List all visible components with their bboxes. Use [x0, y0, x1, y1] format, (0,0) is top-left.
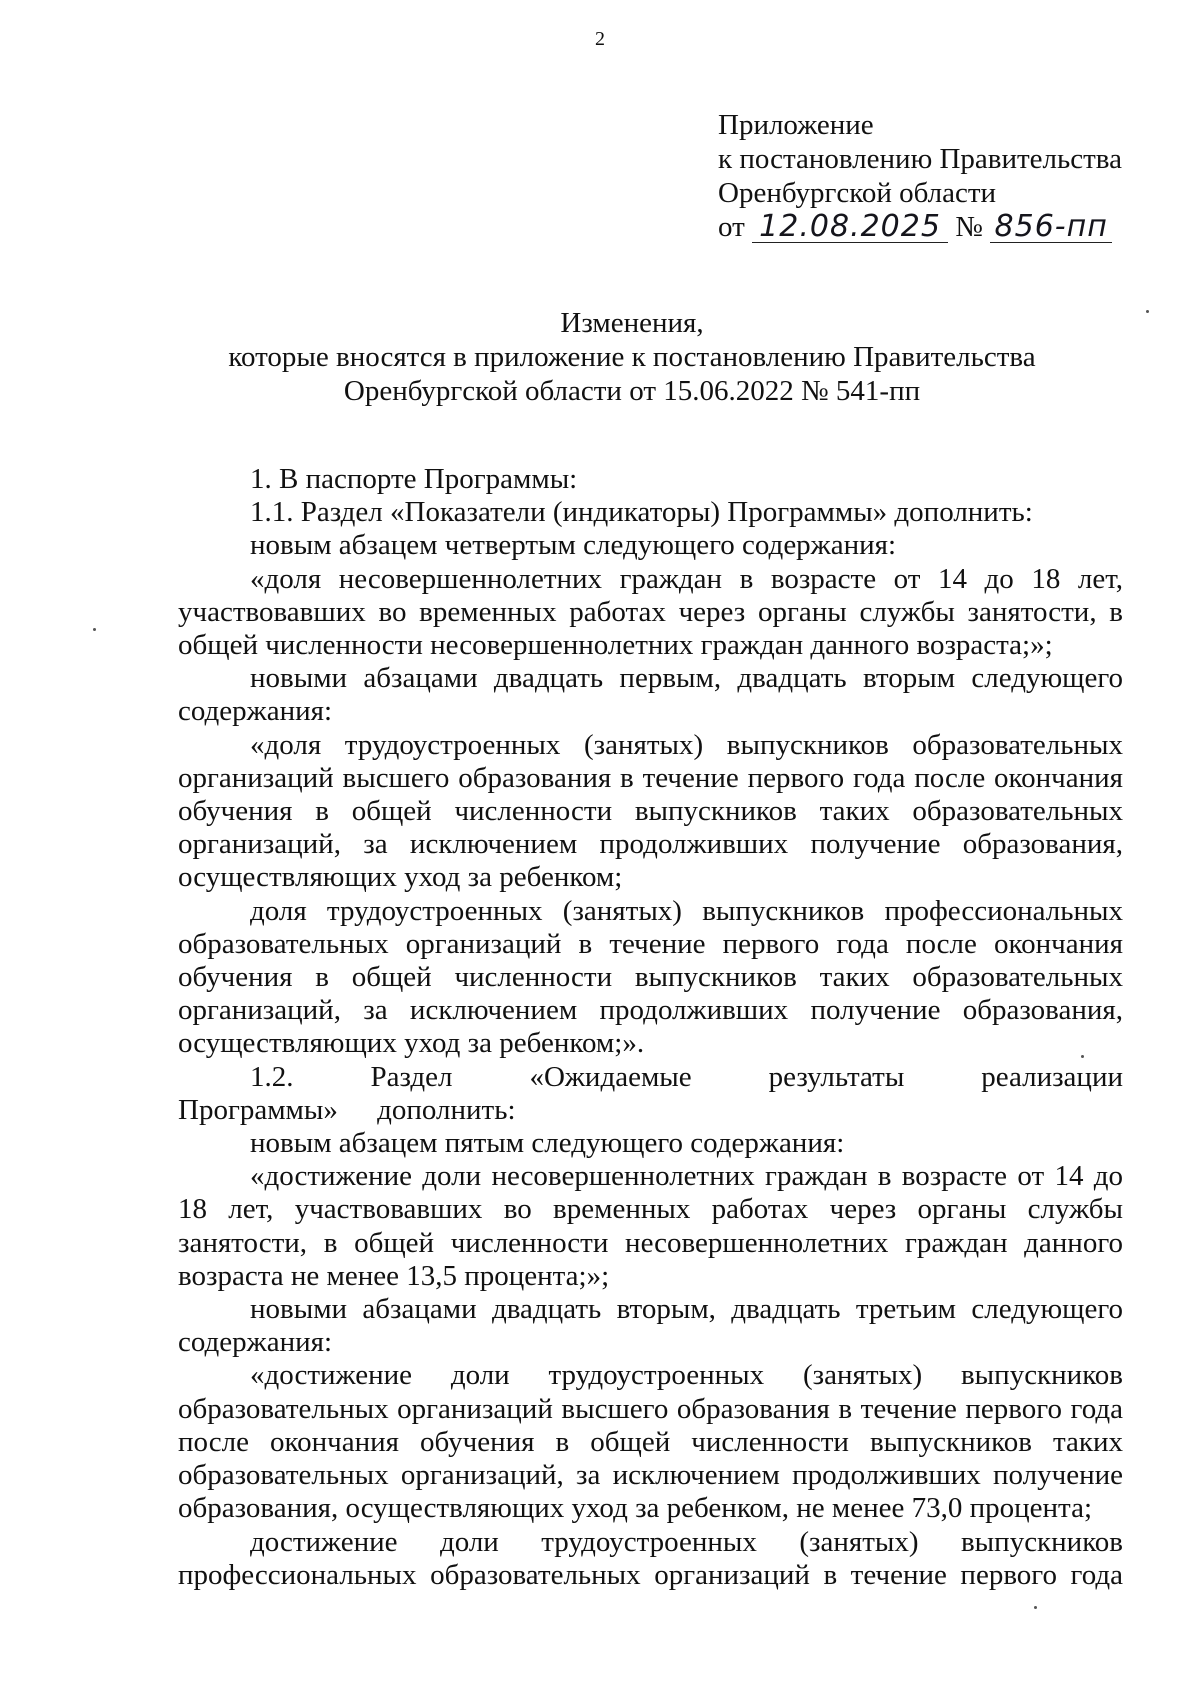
heading-subtitle-line-2: Оренбургской области от 15.06.2022 № 541-пп: [343, 375, 921, 407]
scan-speck: [1146, 310, 1149, 313]
scan-speck: [1034, 1606, 1037, 1609]
document-body: [178, 463, 1123, 1592]
date-prefix: от: [718, 211, 745, 243]
paragraph-new-21-22: новыми абзацами двадцать первым, двадцать вторым следующего содержания:: [178, 662, 1123, 728]
paragraph-quote-achievement-higher-ed: «достижение доли трудоустроенных (занятых) выпускников образовательных организаций высшего образования в течение первого года после окончания обучения в общей численности выпускников таких образовательных организаций, за исключением продолживших получение образования, осуществляющих уход за ребенком, не менее 73,0 процента;: [178, 1359, 1123, 1525]
number-sign: №: [955, 211, 983, 243]
paragraph-quote-minors: «доля несовершеннолетних граждан в возрасте от 14 до 18 лет, участвовавших во временных работах через органы службы занятости, в общей численности несовершеннолетних граждан данного возраста;»;: [178, 562, 1123, 662]
appendix-block: [718, 108, 1122, 244]
document-heading: [160, 306, 1104, 408]
handwritten-number: 856-пп: [990, 212, 1112, 243]
paragraph-new-fifth: новым абзацем пятым следующего содержания:: [250, 1127, 845, 1160]
scan-speck: [93, 628, 96, 631]
paragraph-quote-higher-ed: «доля трудоустроенных (занятых) выпускников образовательных организаций высшего образования в течение первого года после окончания обучения в общей численности выпускников таких образовательных организаций, за исключением продолживших получение образования, осуществляющих уход за ребенком;: [178, 728, 1123, 894]
appendix-date-line: [718, 210, 1122, 244]
paragraph-1-2: 1.2. Раздел «Ожидаемые результаты реализации Программы» дополнить:: [178, 1060, 1123, 1126]
page-number: 2: [595, 28, 605, 50]
appendix-line-region: Оренбургской области: [718, 177, 997, 209]
appendix-line-resolution: к постановлению Правительства: [718, 143, 1122, 175]
paragraph-professional: доля трудоустроенных (занятых) выпускников профессиональных образовательных организаций в течение первого года после окончания обучения в общей численности выпускников таких образовательных организаций, за исключением продолживших получение образования, осуществляющих уход за ребенком;».: [178, 894, 1123, 1060]
paragraph-1-1: 1.1. Раздел «Показатели (индикаторы) Программы» дополнить:: [250, 496, 1033, 529]
handwritten-date: 12.08.2025: [752, 212, 948, 243]
paragraph-quote-achievement-minors: «достижение доли несовершеннолетних граждан в возрасте от 14 до 18 лет, участвовавших во временных работах через органы службы занятости, в общей численности несовершеннолетних граждан данного возраста не менее 13,5 процента;»;: [178, 1160, 1123, 1292]
appendix-title: Приложение: [718, 109, 874, 141]
paragraph-new-22-23: новыми абзацами двадцать вторым, двадцать третьим следующего содержания:: [178, 1293, 1123, 1359]
heading-title: Изменения,: [560, 307, 704, 339]
scan-speck: [1081, 1055, 1084, 1058]
heading-subtitle-line-1: которые вносятся в приложение к постановлению Правительства: [228, 341, 1036, 373]
paragraph-new-fourth: новым абзацем четвертым следующего содержания:: [250, 529, 897, 562]
paragraph-achievement-professional: достижение доли трудоустроенных (занятых) выпускников профессиональных образовательных организаций в течение первого года: [178, 1525, 1123, 1591]
paragraph-1: 1. В паспорте Программы:: [250, 463, 578, 495]
